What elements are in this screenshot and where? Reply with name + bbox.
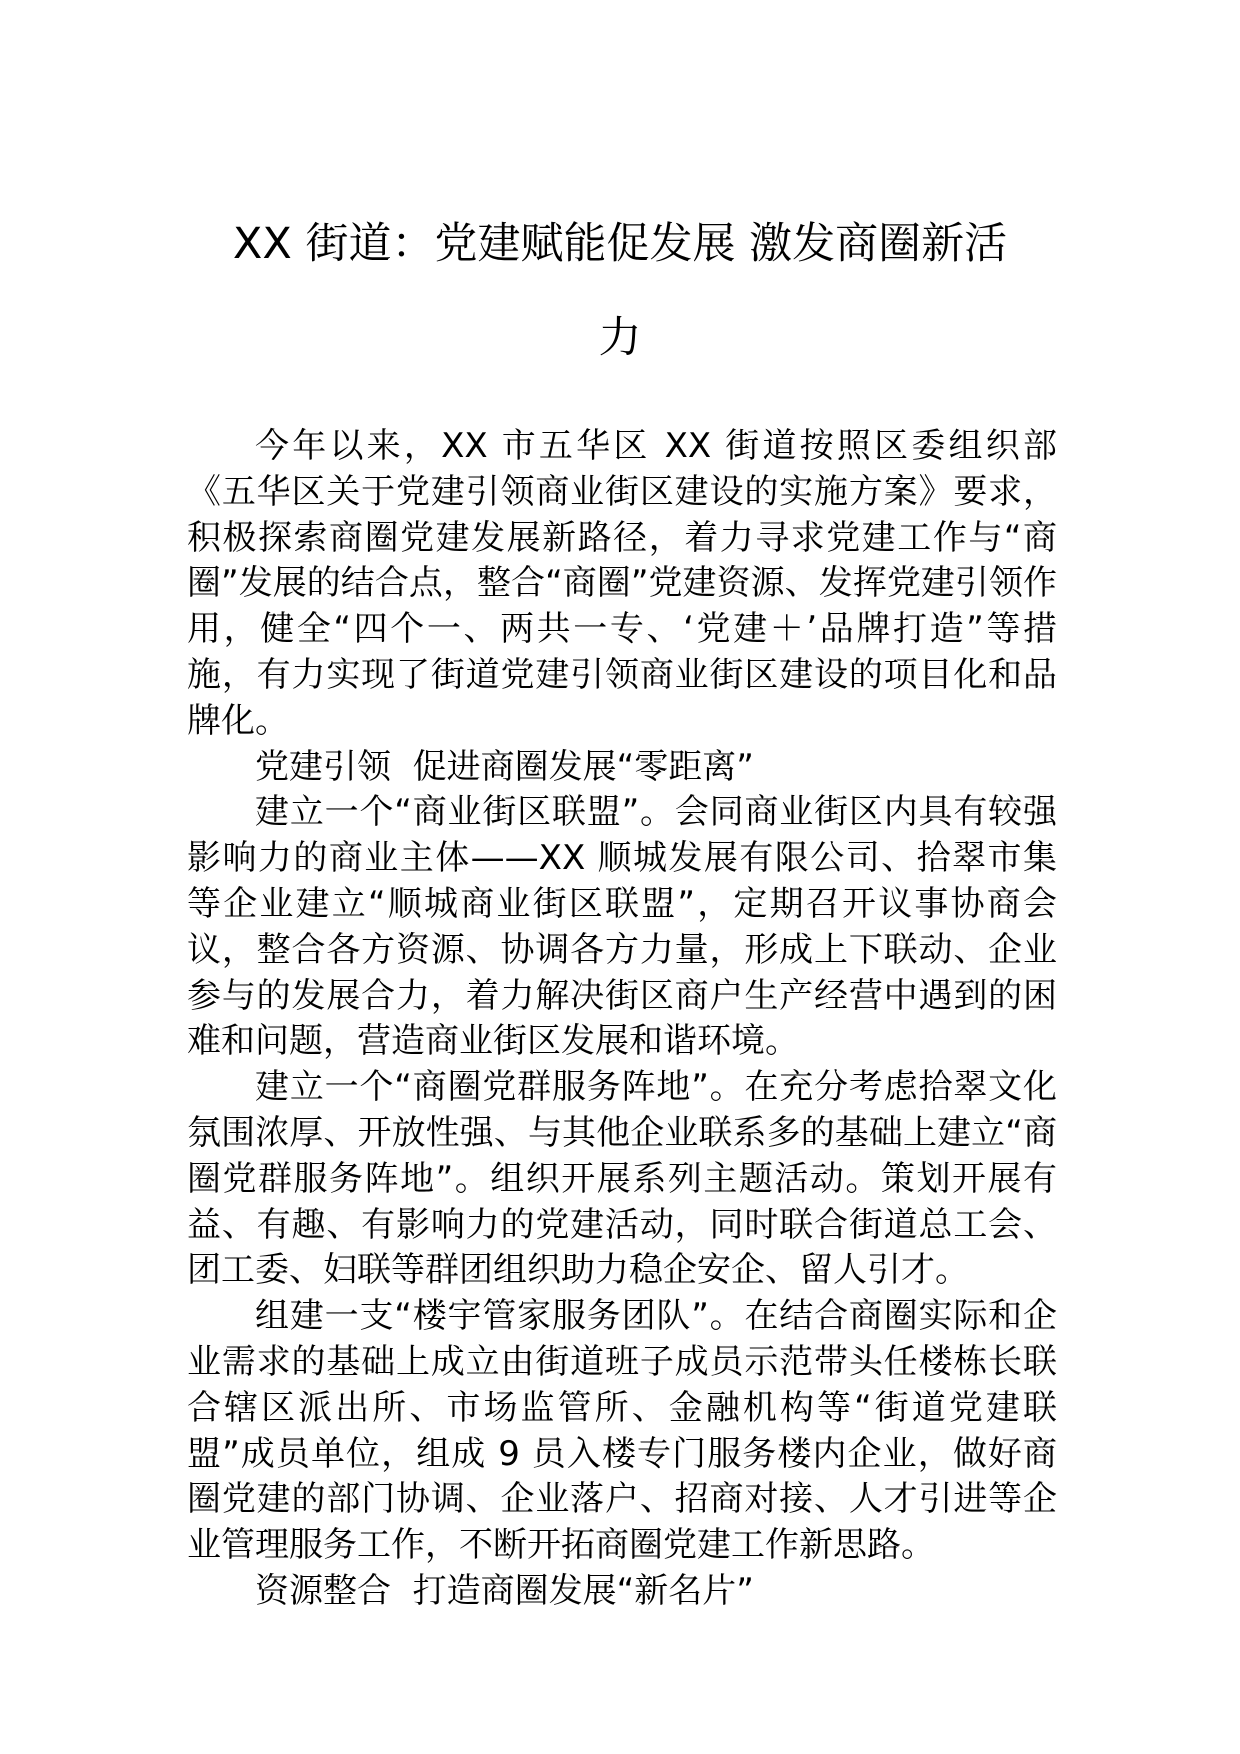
body-paragraph: 今年以来，XX 市五华区 XX 街道按照区委组织部《五华区关于党建引领商业街区建设的实施方案》要求，积极探索商圈党建发展新路径，着力寻求党建工作与“商圈”发展的结合点，整合“商圈”党建资源、发挥党建引领作用，健全“四个一、两共一专、‘党建＋’品牌打造”等措施，有力实现了街道党建引领商业街区建设的项目化和品牌化。 <box>187 426 1057 741</box>
section-heading: 党建引领 促进商圈发展“零距离” <box>255 746 754 787</box>
section-heading: 资源整合 打造商圈发展“新名片” <box>255 1570 754 1611</box>
document-title-line-1: XX 街道：党建赋能促发展 激发商圈新活 <box>232 219 1008 269</box>
document-body <box>187 424 1057 1615</box>
body-paragraph: 建立一个“商圈党群服务阵地”。在充分考虑拾翠文化氛围浓厚、开放性强、与其他企业联系多的基础上建立“商圈党群服务阵地”。组织开展系列主题活动。策划开展有益、有趣、有影响力的党建活动，同时联合街道总工会、团工委、妇联等群团组织助力稳企安企、留人引才。 <box>187 1067 1057 1291</box>
document-title-line-2: 力 <box>598 313 642 363</box>
body-paragraph: 组建一支“楼宇管家服务团队”。在结合商圈实际和企业需求的基础上成立由街道班子成员示范带头任楼栋长联合辖区派出所、市场监管所、金融机构等“街道党建联盟”成员单位，组成 9 员入楼专门服务楼内企业，做好商圈党建的部门协调、企业落户、招商对接、人才引进等企业管理服务工作，不断开拓商圈党建工作新思路。 <box>187 1296 1057 1566</box>
body-paragraph: 建立一个“商业街区联盟”。会同商业街区内具有较强影响力的商业主体——XX 顺城发展有限公司、拾翠市集等企业建立“顺城商业街区联盟”，定期召开议事协商会议，整合各方资源、协调各方力量，形成上下联动、企业参与的发展合力，着力解决街区商户生产经营中遇到的困难和问题，营造商业街区发展和谐环境。 <box>187 792 1057 1062</box>
